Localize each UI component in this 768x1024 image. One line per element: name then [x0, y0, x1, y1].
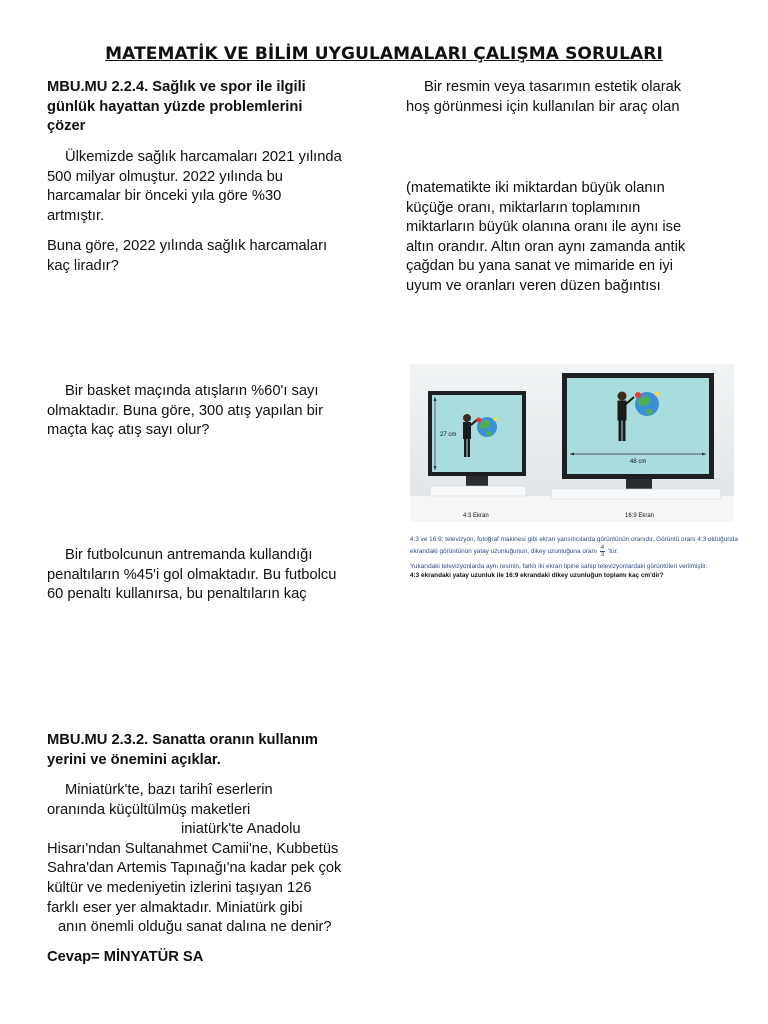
heading-line: çözer: [47, 118, 86, 135]
question-line: (matematikte iki miktardan büyük olanın: [406, 180, 665, 196]
question-line: maçta kaç atış sayı olur?: [47, 422, 210, 439]
caption-line-ratio: [410, 544, 740, 559]
question-basketball: [47, 382, 372, 441]
question-line: kültür ve medeniyetin izlerini taşıyan 126: [47, 879, 312, 896]
label-right: 16:9 Ekran: [625, 513, 655, 519]
question-line: küçüğe oranı, miktarların toplamının: [406, 199, 641, 216]
label-left: 4:3 Ekran: [463, 513, 489, 519]
question-line: artmıştır.: [47, 207, 105, 224]
question-line: uyum ve oranları veren düzen bağıntısı: [406, 277, 661, 294]
question-line: olmaktadır. Buna göre, 300 atış yapılan bir: [47, 402, 323, 419]
question-line: Buna göre, 2022 yılında sağlık harcamaları: [47, 238, 328, 254]
question-health-spending-prompt: [47, 237, 372, 276]
question-line: oranında küçültülmüş maketleri: [47, 801, 251, 818]
question-line: Hisarı'ndan Sultanahmet Camii'ne, Kubbetüs: [47, 840, 339, 857]
golden-ratio-definition: [406, 179, 726, 297]
question-line: Bir futbolcunun antremanda kullandığı: [65, 547, 313, 563]
heading-line: yerini ve önemini açıklar.: [47, 751, 221, 768]
caption-text: ekrandaki görüntünün yatay uzunluğunun, dikey uzunluğuna oranı: [410, 548, 597, 555]
question-line: anın önemli olduğu sanat dalına ne denir?: [58, 919, 332, 936]
question-line: 60 penaltı kullanırsa, bu penaltıların kaç: [47, 586, 307, 603]
fraction: [600, 545, 606, 558]
question-line: miktarların büyük olanına oranı ile aynı ise: [406, 219, 682, 236]
question-line: Bir resmin veya tasarımın estetik olarak: [424, 79, 682, 95]
question-line: kaç liradır?: [47, 257, 119, 274]
question-line: çağdan bu yana sanat ve mimaride en iyi: [406, 258, 673, 275]
question-aesthetics: [406, 78, 726, 117]
question-line: Bir basket maçında atışların %60'ı sayı: [65, 383, 319, 399]
answer-line: Cevap= MİNYATÜR SA: [47, 949, 204, 965]
heading-line: MBU.MU 2.2.4. Sağlık ve spor ile ilgili: [47, 79, 306, 95]
page-title: MATEMATİK VE BİLİM UYGULAMALARI ÇALIŞMA SORULARI: [105, 44, 663, 64]
heading-line: MBU.MU 2.3.2. Sanatta oranın kullanım: [47, 732, 318, 748]
caption-line: 4:3 ve 16:9; televizyon, fotoğraf makinesi gibi ekran yansıtıcılarda görüntünün oranıdır. Görüntü oranı 4:3 olduğunda: [410, 536, 738, 543]
heading-line: günlük hayattan yüzde problemlerini: [47, 98, 303, 115]
caption-question: 4:3 ekrandaki yatay uzunluk ile 16:9 ekrandaki dikey uzunluğun toplamı kaç cm'dir?: [410, 572, 664, 579]
question-football: [47, 546, 372, 605]
question-line: penaltıların %45'i gol olmaktadır. Bu futbolcu: [47, 566, 337, 583]
question-line: altın orandır. Altın oran aynı zamanda antik: [406, 238, 686, 255]
question-line: hoş görünmesi için kullanılan bir araç olan: [406, 98, 680, 115]
tv-illustration: [410, 364, 734, 522]
question-line: farklı eser yer almaktadır. Miniatürk gibi: [47, 899, 303, 916]
answer-text: [47, 948, 372, 968]
question-line: harcamalar bir önceki yıla göre %30: [47, 188, 282, 205]
question-line: Sahra'dan Artemis Tapınağı'na kadar pek çok: [47, 860, 342, 877]
objective-heading-2: [47, 731, 372, 770]
question-line: Ülkemizde sağlık harcamaları 2021 yılında: [65, 149, 342, 165]
fraction-den: 3: [600, 550, 605, 558]
question-line: iniatürk'te Anadolu: [181, 821, 301, 838]
question-line: 500 milyar olmuştur. 2022 yılında bu: [47, 168, 283, 185]
objective-heading-1: [47, 78, 372, 137]
fraction-num: 4: [600, 543, 605, 551]
question-line: Miniatürk'te, bazı tarihî eserlerin: [65, 782, 273, 798]
dim-right: 48 cm: [630, 459, 647, 465]
figure-caption: [410, 535, 740, 580]
question-health-spending: [47, 148, 372, 226]
caption-line: Yukarıdaki televizyonlarda aynı resmin, farklı iki ekran tipine sahip televizyonlardaki görüntüleri verilmiştir.: [410, 563, 708, 570]
question-miniaturk: [47, 781, 372, 938]
caption-text: 'tür.: [608, 548, 619, 555]
tv-comparison-figure: [410, 364, 734, 522]
dim-left: 27 cm: [440, 432, 457, 438]
